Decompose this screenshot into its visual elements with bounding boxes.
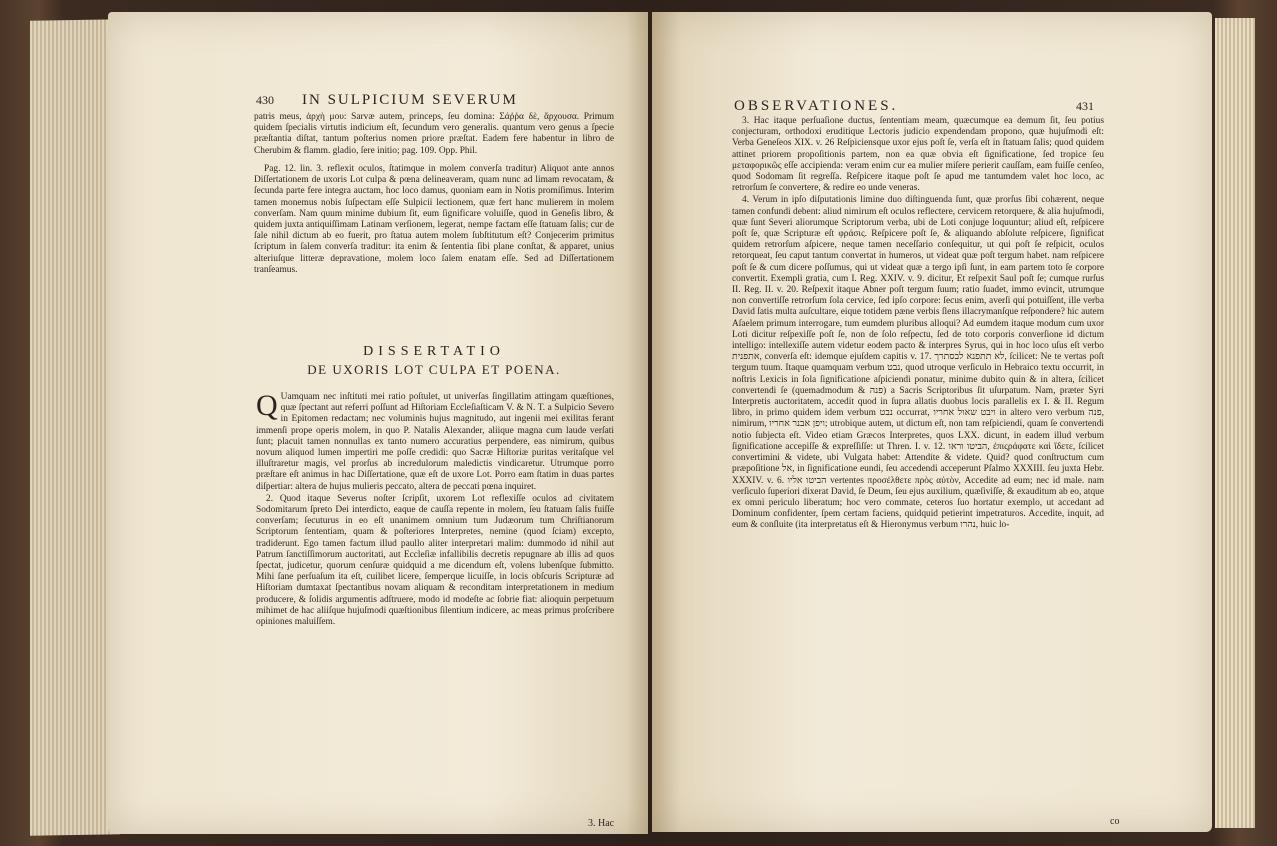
left-page-number: 430	[256, 93, 274, 107]
dissertation-paragraph-1-text: Uamquam nec inſtituti mei ratio poſtulet, ut univerſas ſingillatim attingam quæſtiones, quæ ſpectant aut referri poſſunt ad Hiſtoriam Eccleſiaſticam V. & N. T. a Sulpicio Severo in Epitomen redactam; nec voluminis hujus magnitudo, aut ingenii mei exilitas ferant immenſi prope operis molem, in quo P. Natalis Alexander, aliique magna cum laude verſati ſunt; placuit tamen nonnullas ex tanto numero accuratius perpendere, eas nimirum, quibus novum aliquod lumen impertiri me poſſe credidi: quo Sacræ Hiſtoriæ puritas veritaſque vel illuſtraretur magis, vel prorſus ab incredulorum maledictis vindicaretur. Utrumque porro præſtare eſt animus in hac Diſſertatione, quæ eſt de uxore Lot. Porro eam ſtatim in duas partes diſpertiar: altera de hujus mulieris peccato, altera de peccati pœna inquiret.	[256, 392, 614, 492]
right-page	[652, 12, 1212, 832]
dissertation-body	[256, 389, 614, 629]
right-paragraph-3: 3. Hac itaque perſuaſione ductus, ſententiam meam, quæcumque ea demum ſit, ſeu potius conjecturam, orthodoxi eruditique Lectoris judicio expendendam propono, quæ hujuſmodi eſt: Verba Geneſeos XIX. v. 26 Reſpiciensque uxor ejus poſt ſe, verſa eſt in ſtatuam ſalis; quod quidem attinet priorem propoſitionis partem, non ea quæ obvia eſt ſignificatione, ſed tropice ſeu μεταφορικῶς eſſe accipienda: veram enim cur ea mulier miſere perierit cauſſam, eam fuiſſe cenſeo, quod Sodomam ſit regreſſa. Reſpicere itaque poſt ſe apud me tantumdem valet hoc loco, ac retrorſum ſe convertere, & redire eo unde veneras.	[732, 116, 1104, 194]
left-page	[108, 12, 648, 834]
left-note-paragraph: Pag. 12. lin. 3. reflexit oculos, ſtatimque in molem converſa traditur) Aliquot ante annos Diſſertationem de uxoris Lot culpa & pœna delineaveram, quam nunc ad limam revocatam, & ſecunda parte fere integra auctam, hoc loco damus, quoniam eam in Notis promiſimus. Interim tamen monemus nobis ſuſpectam eſſe Sulpicii lectionem, quæ fert hanc mulierem in molem converſam. Nam quum minime dubium ſit, eum ſignificare voluiſſe, quod in Geneſis libro, & quidem juxta antiquiſſimam Latinam verſionem, legerat, nempe factam eſſe ſtatuam ſalis; cur de ſale nihil dictum ab eo fuerit, pro ſtatua autem molem ſubſtitutum eſt? Conjecerim primitus ſcriptum in ſalem converſa traditur: ita enim & ſententia ſibi plane conſtat, & apparet, unius alteriuſque litteræ depravatione, molem loco ſalem enatam eſſe. Sed ad Diſſertationem tranſeamus.	[254, 164, 614, 275]
left-running-title: IN SULPICIUM SEVERUM	[302, 92, 518, 108]
left-running-head	[256, 92, 596, 109]
left-top-paragraph: patris meus, ἀρχὴ μου: Sarvæ autem, princeps, ſeu domina: Σάῤῥα δὲ, ἄρχουσα. Primum quidem ſpecialis virtutis indicium eſt, ſecundum vero generalis. quantum vero genus a ſpecie præſtantia diſtat, tantum poſterius nomen priore præſtat. Eadem fere habentur in libro de Cherubim & flamm. gladio, ſere initio; pag. 109. Opp. Phil.	[254, 112, 614, 156]
left-catchword: 3. Hac	[588, 818, 615, 829]
dissertation-title: DISSERTATIO	[363, 344, 505, 359]
dissertation-paragraph-1	[256, 389, 614, 493]
right-body	[732, 116, 1104, 533]
left-top-text	[254, 112, 614, 158]
drop-cap: Q	[256, 389, 278, 422]
right-paragraph-4: 4. Verum in ipſo diſputationis limine duo diſtinguenda ſunt, quæ prorſus ſibi cohærent, neque tamen confundi debent: aliud nimirum eſt oculos reflectere, cervicem retorquere, & alia hujuſmodi, quæ ſunt Severi aliorumque Scriptorum verba, ubi de Loti conjuge loquuntur; aliud eſt, reſpicere poſt ſe, quæ Scripturæ eſt φράσις. Reſpicere poſt ſe, & aliquando abſolute reſpicere, ſignificat quidem retrorſum aſpicere, neque tamen neceſſario conſequitur, ut qui poſt ſe reſpicit, oculos retorqueat, ſeu caput tantum convertat in humeros, ut videat quæ poſt tergum habet. nam reſpicere poſt ſe & cum dicere poſſumus, qui ut videat quæ a tergo ipſi ſunt, in eam partem toto ſe corpore convertit. Exempli gratia, cum I. Reg. XXIV. v. 9. dicitur, Et reſpexit Saul poſt ſe; cumque rurſus II. Reg. II. v. 20. Reſpexit itaque Abner poſt tergum ſuum; ratio ſuadet, immo evincit, utrumque non convertiſſe retrorſum ſola cervice, ſed ipſo corpore: ſecus enim, averſi qui potuiſſent, ille verba David ſatis multa auſcultare, eique totidem pæne verbis ſlens illacrymanſque reſpondere? hic autem Aſaelem primum interrogare, tum eumdem pluribus alloqui? Ad eumdem itaque modum cum uxor Loti dicitur reſpexiſſe poſt ſe, non de ſolo reſpectu, ſed de toto corporis converſione id dictum intelligo: intellexiſſe autem videtur eodem pacto & interpres Syrus, qui in hoc loco uſus eſt verbo אתפנית, converſa eſt: idemque ejuſdem capitis v. 17. לא תתפנא לבסתרך, ſcilicet: Ne te vertas poſt tergum tuum. Itaque quamquam verbum נבט, quod utroque verſiculo in Hebraico textu occurrit, in noſtris Lexicis in ſola ſignificatione aſpiciendi ponatur, minime dubito quin & in altera, ſcilicet convertendi ſe (quemadmodum & פנה) a Sacris Scriptoribus ſit uſurpatum. Nam, præter Syri Interpretis auctoritatem, accedit quod in ſupra allatis duobus locis parallelis ex I. & II. Regum libro, in primo quidem idem verbum נבט occurrat, ויבט שאול אחריו in altero vero verbum פנה, nimirum, ויפן אבנר אחריו; utrobique autem, ut dictum eſt, non tam reſpiciendi, quam ſe convertendi notio ſubjecta eſt. Video etiam Græcos Interpretes, quos LXX. dicunt, in eadem illud verbum ſignificatione accepiſſe & expreſſiſſe: ut Thren. I. v. 12. הביטו וראו, ἐπιςράφατε καὶ ἴδετε, ſcilicet convertimini & videte, ubi Vulgata habet: Attendite & videte. Quid? quod conſtructum cum præpoſitione אל, in ſignificatione eundi, ſeu accedendi acceperunt Pſalmo XXXIII. ſeu juxta Hebr. XXXIV. v. 6. הביטו אליו vertentes προσέλθετε πρὸς αὐτὸν, Accedite ad eum; nec id male. nam verſiculo ſuperiori dixerat David, ſe Deum, ſeu ejus auxilium, quæſiviſſe, & exauditum ab eo, atque ex omni periculo liberatum; hoc vero commate, ceteros ſuo hortatur exemplo, ut accedant ad Dominum confidenter, ſpem certam faciens, quidquid petierint impetraturos. Accedite, inquit, ad eum & conſluite (ita interpretatus eſt & Hieronymus verbum נהרו, huic lo-	[732, 195, 1105, 531]
dissertation-paragraph-2: 2. Quod itaque Severus noſter ſcripſit, uxorem Lot reflexiſſe oculos ad civitatem Sodomitarum ſpreto Dei interdicto, eaque de cauſſa repente in molem, ſeu ſtatuam ſalis fuiſſe converſam; ſecuturus in eo eſt unanimem omnium tum Judæorum tum Chriſtianorum Scriptorum ſententiam, quam & poſteriores Interpretes, nemine (quod ſciam) excepto, tradiderunt. Ego tamen factum illud paullo aliter interpretari malim: dummodo id nihil aut Patrum ſanctiſſimorum auctoritati, aut Eccleſiæ infallibilis decretis repugnare ab illis ad quos ſpectat, judicetur, quorum cenſuræ quidquid a me dicendum eſt, volens lubenſque ſubmitto. Mihi ſane perſuaſum ita eſt, cuilibet licere, ſemperque licuiſſe, in locis obſcuris Scripturæ ad Hiſtoriam dumtaxat ſpectantibus novam aliquam & reconditam interpretationem in medium producere, & ſolidis argumentis adſtruere, modo id modeſte ac ſobrie fiat: alioquin perpetuum mihimet de hac aliiſque hujuſmodi quæſtionibus ſilentium indicere, ac meas primus proſcribere opiniones maluiſſem.	[256, 493, 614, 628]
right-running-head	[734, 98, 1094, 115]
left-note-text	[254, 164, 614, 277]
dissertation-heading	[254, 344, 614, 378]
page-edges-right	[1215, 18, 1255, 828]
dissertation-subtitle: DE UXORIS LOT CULPA ET POENA.	[307, 362, 561, 377]
right-catchword: co	[1110, 816, 1120, 827]
page-edges-left	[30, 19, 120, 836]
right-running-title: OBSERVATIONES.	[734, 98, 899, 114]
right-page-number: 431	[1076, 99, 1094, 113]
